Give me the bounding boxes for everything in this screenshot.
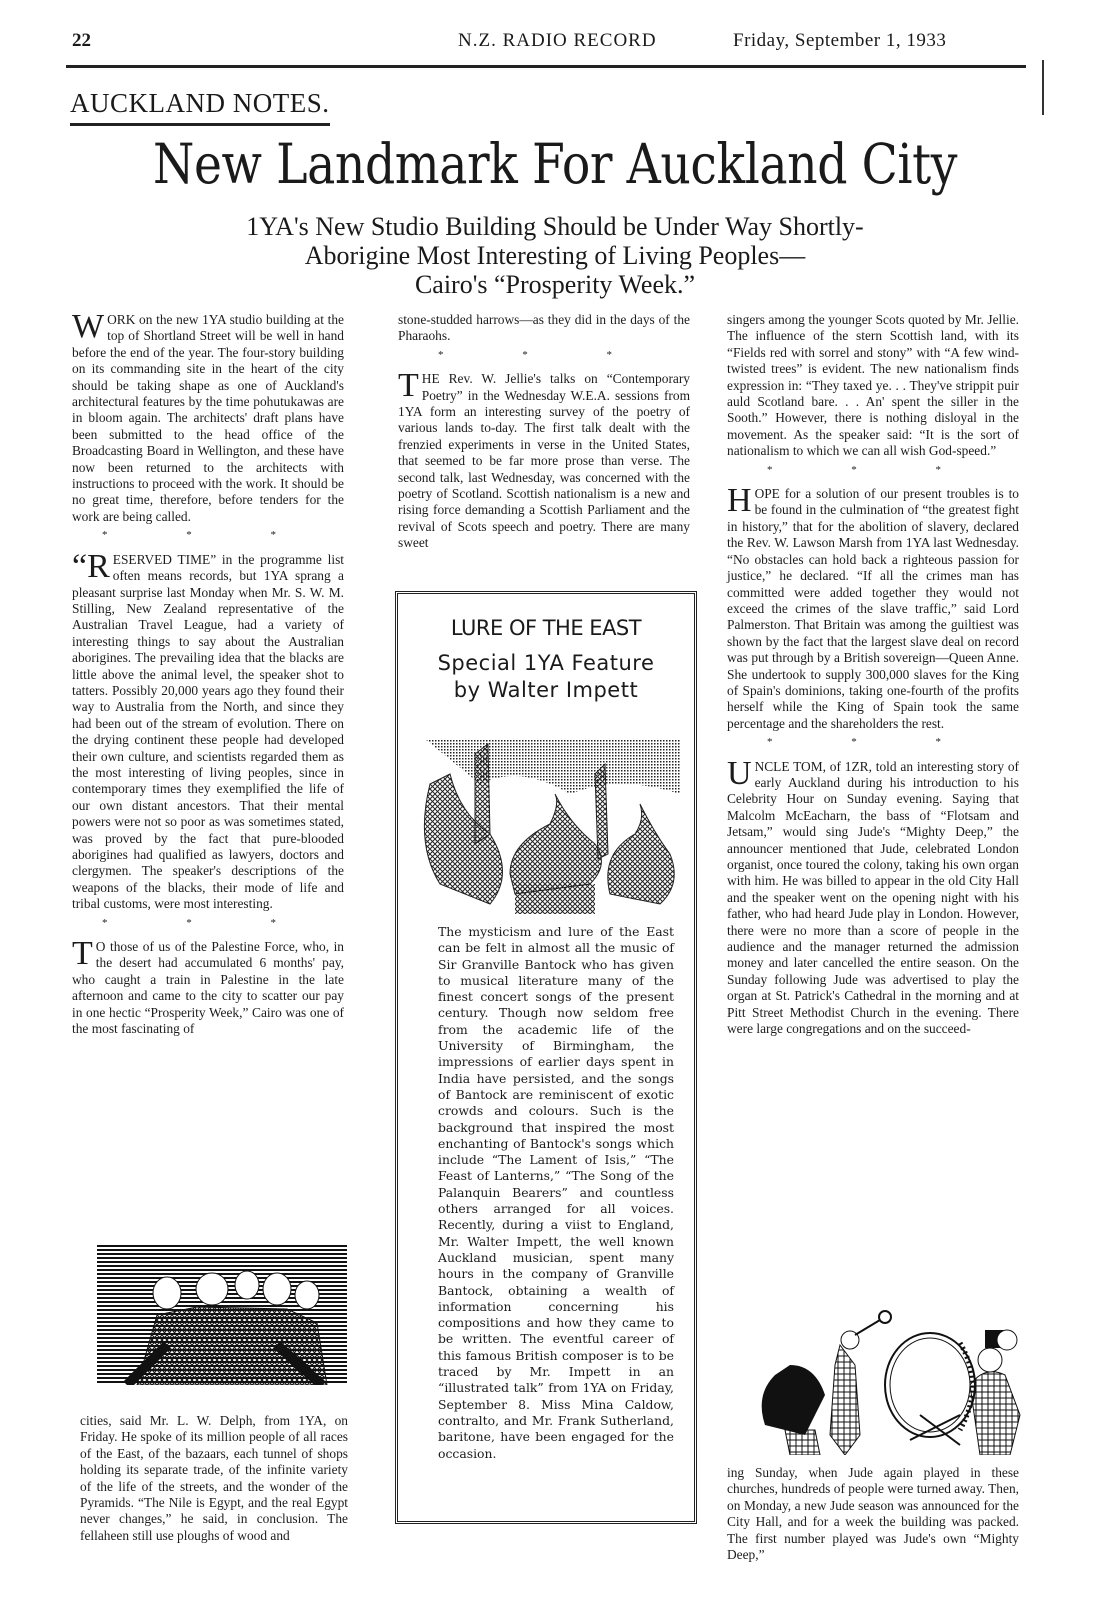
soldiers-illustration (97, 1245, 347, 1385)
separator: * * * (438, 348, 650, 361)
masthead-rule (66, 65, 1026, 68)
drop-cap: T (72, 935, 93, 973)
feature-body: The mysticism and lure of the East can be felt in almost all the music of Sir Granville Bantock who has given to musical literature many of the finest concert songs of the present century. Though now seldom free from the academic life of the University of Birmingham, the impressions of earlier days spent in India have persisted, and the songs of Bantock are reminiscent of exotic crowds and colours. Such is the background that inspired the most enchanting of Bantock's songs which include “The Lament of Isis,” “The Feast of Lanterns,” “The Song of the Palanquin Bearers” and countless others arranged for all voices. Recently, during a viist to England, Mr. Walter Impett, the well known Auckland musician, spent many hours in the company of Granville Bantock, obtaining a wealth of information concerning his compositions and how they came to be written. The eventful career of this famous British composer is to be traced by Mr. Impett in an “illustrated talk” from 1YA on Friday, September 8. Miss Mina Caldow, contralto, and Mr. Frank Sutherland, baritone, have been engaged for the occasion. (438, 924, 674, 1461)
article-jellie-poetry (398, 367, 690, 551)
article-reserved-time (72, 547, 344, 913)
deck (40, 212, 1070, 299)
drop-cap: “R (72, 547, 110, 585)
drop-cap: W (72, 308, 105, 345)
bass-drum-illustration (745, 1305, 1025, 1455)
column-3 (727, 312, 1019, 1037)
deck-line: Cairo's “Prosperity Week.” (414, 270, 696, 299)
separator: * * * (767, 463, 979, 476)
headline: New Landmark For Auckland City (152, 132, 957, 196)
paragraph-text: NCLE TOM, of 1ZR, told an interesting story of early Auckland during his introduction to his Celebrity Hour on Sunday evening. Saying that Malcolm McEacharn, the bass of “Flotsam and Jetsam,” would sing Jude's “Mighty Deep,” the announcer mentioned that Jude, celebrated London organist, once toured the colony, taking his own organ with him. He was billed to appear in the old City Hall and the speaker went on the opening night with his father, who had heard Jude play in London. However, there were no more than a score of people in the audience and the manager returned the admission money and later cancelled the entire season. On the Sunday following Jude was advertised to play the organ at St. Patrick's Cathedral in the morning and at Pitt Street Methodist Church in the evening. There were large congregations and on the succeed- (727, 758, 1019, 1037)
paragraph-text: HE Rev. W. Jellie's talks on “Contemporary Poetry” in the Wednesday W.E.A. sessions from 1YA form an interesting survey of the poetry of various lands to-day. The first talk dealt with the frenzied experiments in verse in the United States, that seemed to be far more prose than verse. The second talk, last Wednesday, was concerned with the poetry of Scotland. Scottish nationalism is a new and rising force demanding a Scottish Parliament and the revival of Scots speech and poetry. There are many sweet (398, 371, 690, 551)
paragraph-text: O those of us of the Palestine Force, who, in the desert had accumulated 6 months' pay, who caught a train in Palestine in the late afternoon and came to the city to scatter our pay in one hectic “Prosperity Week,” Cairo was one of the most fascinating of (72, 939, 344, 1037)
paragraph-text: ing Sunday, when Jude again played in these churches, hundreds of people were turned away. Then, on Monday, a new Jude season was announced for the City Hall, and for a week the building was packed. The first number played was Jude's own “Mighty Deep,” (727, 1465, 1019, 1563)
article-hope-slavery (727, 482, 1019, 732)
masthead (40, 28, 1030, 58)
feature-box (395, 591, 697, 1524)
feature-subtitle (398, 650, 694, 704)
section-title: AUCKLAND NOTES. (70, 88, 330, 126)
column-3-continued (727, 1465, 1019, 1563)
article-work-1ya (72, 308, 344, 525)
separator: * * * (767, 736, 979, 749)
paragraph-text: OPE for a solution of our present troubles is to be found in the culmination of “the greatest fight in history,” that for the abolition of slavery, declared the Rev. W. Lawson Marsh from 1YA last Wednesday. “No obstacles can hold back a righteous passion for justice,” he declared. “If all the crimes man has committed were added together they would not exceed the crimes of the slave traffic,” said Lord Palmerston. That Britain was among the guiltiest was shown by the fact that the largest slave deal on record was put through by a British sovereign—Queen Anne. She undertook to supply 300,000 slaves for the King of Spain's dominions, taking one-fourth of the profits herself while the King of Spain took the same percentage and the shareholders the rest. (727, 486, 1019, 731)
feature-subtitle-line: by Walter Impett (453, 678, 639, 702)
article-palestine-force (72, 935, 344, 1037)
drop-cap: U (727, 754, 752, 792)
deck-line: Aborigine Most Interesting of Living Peoples— (304, 241, 806, 270)
paragraph-text: cities, said Mr. L. W. Delph, from 1YA, on Friday. He spoke of its million people of all races of the East, of the bazaars, each tunnel of shops holding its separate trade, of the infinite variety of the life of the streets, and the wonder of the Pyramids. “The Nile is Egypt, and the real Egypt never changes,” he said, in conclusion. The fellaheen still use ploughs of wood and (80, 1413, 348, 1543)
article-uncle-tom (727, 754, 1019, 1038)
issue-date: Friday, September 1, 1933 (733, 30, 947, 51)
paragraph-text: ESERVED TIME” in the programme list often means records, but 1YA sprang a pleasant surprise last Monday when Mr. S. W. M. Stilling, New Zealand representative of the Australian Travel League, had a variety of interesting things to say about the Australian aborigines. The prevailing idea that the blacks are little above the animal level, the speaker shot to tatters. Possibly 20,000 years ago they found their way to Australia from the North, and since they had been out of the stream of evolution. There on the drying continent these people had developed their own culture, and scientists regarded them as the most interesting of living peoples, since in contemporary times they exemplified the life of our own distant ancestors. That their mental powers were not so poor as was sometimes stated, was proved by the fact that pure-blooded aborigines had qualified as lawyers, doctors and clergymen. The speaker's descriptions of the weapons of the blacks, their mode of life and tribal customs, were most interesting. (72, 551, 344, 912)
separator: * * * (102, 916, 314, 929)
scan-edge-mark (1042, 60, 1044, 115)
onion-domes-illustration (420, 734, 682, 914)
drop-cap: H (727, 482, 752, 520)
feature-subtitle-line: Special 1YA Feature (437, 651, 655, 675)
separator: * * * (102, 529, 314, 542)
paragraph-text: stone-studded harrows—as they did in the days of the Pharaohs. (398, 312, 690, 344)
paragraph-text: singers among the younger Scots quoted by Mr. Jellie. The influence of the stern Scottish land, with its “Fields red with sorrel and stony” with “A few wind-twisted trees” is evident. The new nationalism finds expression in: “They taxed ye. . . They've strippit puir auld Scotland bare. . . An' spent the siller in the Sooth.” However, there is nothing disloyal in the movement. As the speaker said: “It is the sort of nationalism to which we can all wish God-speed.” (727, 312, 1019, 459)
page-number: 22 (72, 30, 91, 51)
drop-cap: T (398, 367, 419, 405)
feature-title: LURE OF THE EAST (450, 616, 642, 640)
deck-line: 1YA's New Studio Building Should be Under Way Shortly- (246, 212, 864, 241)
publication-name: N.Z. RADIO RECORD (458, 30, 657, 51)
column-1 (72, 308, 344, 1037)
column-2 (398, 312, 690, 552)
column-1-continued (80, 1413, 348, 1544)
paragraph-text: ORK on the new 1YA studio building at the top of Shortland Street will be well in hand before the end of the year. The four-story building on its commanding site in the heart of the city should be taking shape as one of Auckland's architectural features by the time pohutukawas are in bloom again. The architects' draft plans have been submitted to the head office of the Broadcasting Board in Wellington, and these have now been returned to the architects with instructions to proceed with the work. It should be no great time, therefore, before tenders for the work are being called. (72, 312, 344, 524)
